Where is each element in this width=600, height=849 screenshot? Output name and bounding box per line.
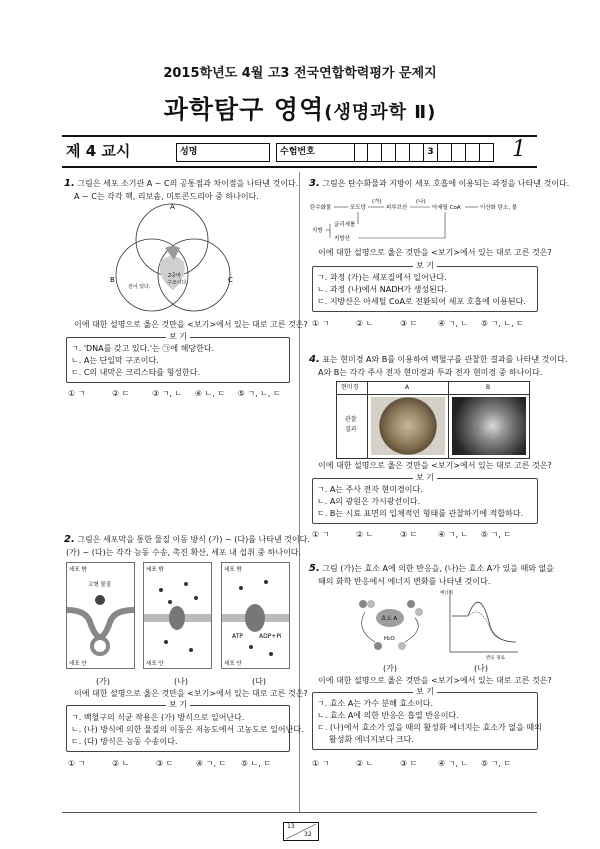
q5-item-3: ㄷ. (나)에서 효소가 있을 때의 활성화 에너지는 효소가 없을 때의: [317, 723, 542, 732]
q2-choice-1[interactable]: ① ㄱ: [68, 759, 86, 768]
header-rule: [62, 135, 537, 137]
q2-pump-protein: [245, 604, 265, 632]
q3-item-2: ㄴ. 과정 (나)에서 NADH가 생성된다.: [317, 285, 448, 294]
q2-inside-na: 세포 안: [146, 661, 164, 667]
q5-enzyme-figure: [345, 590, 435, 658]
q1-item-3: ㄷ. C의 내막은 크리스타를 형성한다.: [71, 368, 201, 377]
q5-axis-x: 반응 경로: [486, 656, 505, 661]
q4-table: [336, 381, 530, 459]
q2-prompt: 이에 대한 설명으로 옳은 것만을 <보기>에서 있는 대로 고른 것은?: [74, 689, 308, 698]
q2-caption-ga: (가): [96, 677, 110, 686]
exam-number-cell: [410, 143, 424, 162]
q4-bogi-title: 보 기: [313, 472, 537, 483]
q3-bogi-title: 보 기: [313, 260, 537, 271]
q2-outside-ga: 세포 밖: [69, 567, 87, 573]
q1-stem-line1: [64, 177, 298, 190]
q2-choice-3[interactable]: ③ ㄷ: [156, 759, 174, 768]
exam-number-cell: [396, 143, 410, 162]
q5-water-label: H₂O: [384, 636, 395, 642]
q5-stem-line1: [309, 562, 554, 575]
q3-acetyl: 아세틸 CoA: [432, 205, 461, 211]
header-rule-bottom: [62, 166, 537, 168]
q2-choices: [68, 757, 271, 770]
q2-choice-5[interactable]: ⑤ ㄴ, ㄷ: [240, 759, 272, 768]
q4-item-3: ㄷ. B는 시료 표면의 입체적인 형태를 관찰하기에 적합하다.: [317, 509, 524, 518]
q2-bogi-title: 보 기: [67, 699, 289, 710]
q3-pyruvate: 피루브산: [386, 205, 408, 211]
q4-stem-line1: [309, 353, 567, 366]
venn-b-region-text: 전이 있다.: [128, 284, 151, 290]
q4-col-header-b: B: [486, 384, 491, 391]
exam-number-cell: [354, 143, 368, 162]
q5-caption-ga: (가): [383, 664, 397, 673]
q4-photo-b: [452, 397, 526, 455]
q2-stem-line2: (가) ~ (다)는 각각 능동 수송, 촉진 확산, 세포 내 섭취 중 하나이다.: [66, 548, 302, 557]
q1-choice-1[interactable]: ① ㄱ: [68, 389, 86, 398]
venn-center-text2: 구조이다.: [167, 280, 188, 286]
exam-number-cell: [382, 143, 396, 162]
q5-caption-na: (나): [474, 664, 488, 673]
q2-solid-label: 고형 물질: [88, 582, 112, 588]
q4-bogi-box: [312, 473, 538, 524]
q5-choice-5[interactable]: ⑤ ㄱ, ㄷ: [480, 759, 512, 768]
q2-outside-na: 세포 밖: [146, 567, 164, 573]
footer-total: 32: [304, 831, 312, 838]
q1-bogi-box: [66, 332, 290, 383]
q2-item-3: ㄷ. (다) 방식은 능동 수송이다.: [71, 737, 178, 746]
q1-choice-2[interactable]: ② ㄷ: [112, 389, 130, 398]
q3-stem-line1: [309, 177, 569, 190]
q3-choice-4[interactable]: ④ ㄱ, ㄴ: [438, 319, 469, 328]
q3-choice-2[interactable]: ② ㄴ: [356, 319, 374, 328]
q2-channel-protein: [169, 606, 185, 630]
q3-number: 3.: [309, 178, 320, 189]
q3-stem-text: 그림은 탄수화물과 지방이 세포 호흡에 이용되는 과정을 나타낸 것이다.: [322, 179, 570, 188]
q3-choice-1[interactable]: ① ㄱ: [312, 319, 330, 328]
venn-label-b: B: [110, 276, 115, 284]
footer-page-box: [283, 822, 319, 841]
q5-enzyme-label: 효소 A: [381, 616, 398, 622]
q3-carb: 탄수화물: [310, 205, 332, 211]
q3-bogi-box: [312, 261, 538, 312]
q4-number: 4.: [309, 354, 320, 365]
footer-rule: [62, 812, 537, 813]
q1-choice-4[interactable]: ④ ㄴ, ㄷ: [194, 389, 226, 398]
q4-choice-3[interactable]: ③ ㄷ: [400, 530, 418, 539]
venn-center-text1: 2중막: [168, 273, 181, 279]
q1-stem-line2: A ~ C는 각각 핵, 리보솜, 미토콘드리아 중 하나이다.: [74, 192, 259, 201]
name-field: [176, 143, 270, 162]
q2-choice-2[interactable]: ② ㄴ: [112, 759, 130, 768]
q5-bogi-title: 보 기: [313, 686, 537, 697]
subject-title: [0, 90, 600, 126]
q4-choice-4[interactable]: ④ ㄱ, ㄴ: [438, 530, 469, 539]
q5-energy-curve-high: [452, 602, 516, 642]
q4-choices: [312, 528, 511, 541]
exam-number-label-box: [276, 143, 355, 162]
footer-page: 13: [287, 823, 295, 830]
q5-choices: [312, 757, 511, 770]
q5-energy-graph: [440, 586, 520, 662]
q2-inside-da: 세포 안: [224, 661, 242, 667]
q3-glucose: 포도당: [350, 205, 366, 211]
session-label: 제 4 교시: [66, 142, 131, 160]
q5-choice-4[interactable]: ④ ㄱ, ㄴ: [438, 759, 469, 768]
exam-number-cell: [480, 143, 494, 162]
q3-glycerol: 글리세롤: [334, 222, 356, 228]
exam-number-cell: [452, 143, 466, 162]
q2-atp-label: ATP: [232, 633, 243, 640]
q4-item-2: ㄴ. A의 광원은 가시광선이다.: [317, 497, 421, 506]
subject-name: (생명과학 Ⅱ): [324, 102, 437, 123]
q2-bogi-box: [66, 700, 304, 752]
q3-prompt: 이에 대한 설명으로 옳은 것만을 <보기>에서 있는 대로 고른 것은?: [318, 248, 552, 257]
q3-respiration-diagram: [310, 194, 540, 246]
q5-choice-3[interactable]: ③ ㄷ: [400, 759, 418, 768]
q1-stem-text: 그림은 세포 소기관 A ~ C의 공통점과 차이점을 나타낸 것이다.: [77, 179, 299, 188]
exam-number-cell: [368, 143, 382, 162]
q3-step-na: (나): [416, 199, 426, 205]
q4-stem-line2: A와 B는 각각 주사 전자 현미경과 투과 전자 현미경 중 하나이다.: [318, 368, 543, 377]
q1-prompt: 이에 대한 설명으로 옳은 것만을 <보기>에서 있는 대로 고른 것은?: [74, 320, 308, 329]
q5-prompt: 이에 대한 설명으로 옳은 것만을 <보기>에서 있는 대로 고른 것은?: [318, 676, 552, 685]
q2-item-2: ㄴ. (나) 방식에 의한 물질의 이동은 저농도에서 고농도로 일어난다.: [71, 725, 304, 734]
q5-item-2: ㄴ. 효소 A에 의한 반응은 흡열 반응이다.: [317, 711, 459, 720]
exam-number-cell: 3: [424, 143, 438, 162]
q3-choice-5[interactable]: ⑤ ㄱ, ㄴ, ㄷ: [480, 319, 524, 328]
q1-item-1: ㄱ. 'DNA를 갖고 있다.'는 ㉠에 해당한다.: [71, 344, 215, 353]
q3-fatty: 지방산: [334, 236, 350, 242]
q2-caption-da: (다): [252, 677, 266, 686]
q1-item-2: ㄴ. A는 단일막 구조이다.: [71, 356, 159, 365]
exam-title: 2015학년도 4월 고3 전국연합학력평가 문제지: [163, 66, 437, 81]
q4-table-header: [337, 382, 529, 395]
q2-item-1: ㄱ. 백혈구의 식균 작용은 (가) 방식으로 일어난다.: [71, 713, 245, 722]
name-label: 성명: [180, 147, 198, 157]
q2-stem-text: 그림은 세포막을 통한 물질 이동 방식 (가) ~ (다)를 나타낸 것이다.: [77, 535, 310, 544]
q1-bogi-title: 보 기: [67, 331, 289, 342]
q1-number: 1.: [64, 178, 75, 189]
q4-col-header-a: A: [405, 384, 410, 391]
q4-choice-1[interactable]: ① ㄱ: [312, 530, 330, 539]
q4-choice-2[interactable]: ② ㄴ: [356, 530, 374, 539]
q4-item-1: ㄱ. A는 주사 전자 현미경이다.: [317, 485, 423, 494]
exam-number-label: 수험번호: [280, 147, 315, 157]
q5-stem-text: 그림 (가)는 효소 A에 의한 반응을, (나)는 효소 A가 있을 때와 없을: [322, 564, 554, 573]
q4-row-label-2: 결과: [345, 426, 357, 433]
q2-outside-da: 세포 밖: [224, 567, 242, 573]
q3-item-1: ㄱ. 과정 (가)는 세포질에서 일어난다.: [317, 273, 447, 282]
q5-item-3-cont: 활성화 에너지보다 크다.: [329, 735, 414, 744]
venn-label-c: C: [228, 276, 233, 284]
subject-area: 과학탐구 영역: [163, 95, 325, 124]
q5-choice-2[interactable]: ② ㄴ: [356, 759, 374, 768]
q2-stem-line1: [64, 533, 310, 546]
q1-venn-diagram: [110, 200, 260, 320]
q4-photo-a: [371, 397, 445, 455]
q3-choices: [312, 317, 524, 330]
q4-row-label-1: 관찰: [345, 416, 357, 423]
q4-prompt: 이에 대한 설명으로 옳은 것만을 <보기>에서 있는 대로 고른 것은?: [318, 461, 552, 470]
q5-stem-line2: 때의 화학 반응에서 에너지 변화를 나타낸 것이다.: [318, 577, 491, 586]
q2-inside-ga: 세포 안: [69, 661, 87, 667]
q1-choices: [68, 387, 281, 400]
q5-axis-y: 에너지: [440, 591, 454, 596]
q5-choice-1[interactable]: ① ㄱ: [312, 759, 330, 768]
q5-energy-curve-low: [452, 612, 516, 642]
q2-transport-figure: [66, 562, 291, 672]
q3-choice-3[interactable]: ③ ㄷ: [400, 319, 418, 328]
q3-fat: 지방: [312, 228, 323, 234]
venn-label-a: A: [170, 203, 175, 211]
q5-item-1: ㄱ. 효소 A는 가수 분해 효소이다.: [317, 699, 434, 708]
exam-number-cell: [466, 143, 480, 162]
q4-col-header-0: 현미경: [341, 384, 359, 391]
q2-adp-label: ADP+Pi: [259, 633, 282, 640]
q3-co2: 이산화 탄소, 물: [480, 205, 518, 211]
page-number: 1: [512, 137, 526, 162]
q4-choice-5[interactable]: ⑤ ㄱ, ㄷ: [480, 530, 512, 539]
q3-item-3: ㄷ. 지방산은 아세틸 CoA로 전환되어 세포 호흡에 이용된다.: [317, 297, 526, 306]
q1-choice-5[interactable]: ⑤ ㄱ, ㄴ, ㄷ: [237, 389, 281, 398]
q3-step-ga: (가): [372, 199, 382, 205]
q2-solid-particle: [95, 595, 105, 605]
q5-number: 5.: [309, 563, 320, 574]
q4-stem-text: 표는 현미경 A와 B를 이용하여 백혈구를 관찰한 결과를 나타낸 것이다.: [322, 355, 568, 364]
q5-bogi-box: [312, 687, 542, 750]
q2-caption-na: (나): [174, 677, 188, 686]
q1-choice-3[interactable]: ③ ㄱ, ㄴ: [152, 389, 183, 398]
column-divider: [299, 172, 300, 812]
exam-number-cell: [438, 143, 452, 162]
q2-choice-4[interactable]: ④ ㄱ, ㄷ: [196, 759, 227, 768]
q2-number: 2.: [64, 534, 75, 545]
